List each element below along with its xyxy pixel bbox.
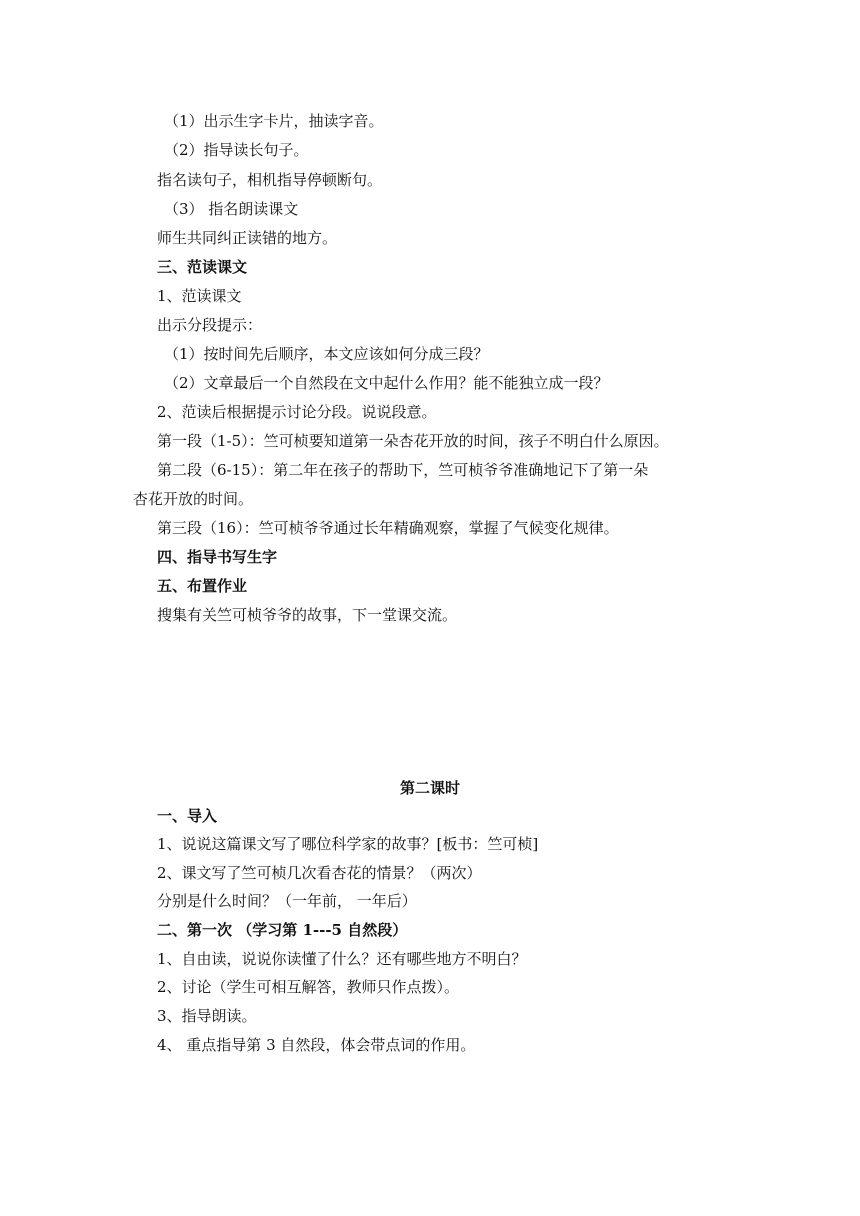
text-line: 2、范读后根据提示讨论分段。说说段意。: [157, 403, 437, 421]
text-line: 3、指导朗读。: [157, 1007, 257, 1025]
text-line: 师生共同纠正读错的地方。: [157, 229, 338, 247]
section-heading: 五、布置作业: [157, 577, 248, 595]
text-line: （3） 指名朗读课文: [164, 200, 299, 218]
text-line: （1）按时间先后顺序，本文应该如何分成三段？: [164, 345, 489, 363]
text-line: 1、自由读，说说你读懂了什么？还有哪些地方不明白？: [157, 950, 527, 968]
text-line: 第二段（6-15）：第二年在孩子的帮助下，竺可桢爷爷准确地记下了第一朵: [157, 461, 649, 479]
text-line: 指名读句子，相机指导停顿断句。: [157, 171, 383, 189]
section-heading: 四、指导书写生字: [157, 548, 278, 566]
text-line: 搜集有关竺可桢爷爷的故事，下一堂课交流。: [157, 606, 458, 624]
text-line: 4、 重点指导第 3 自然段，体会带点词的作用。: [157, 1036, 476, 1054]
text-line: 分别是什么时间？（一年前， 一年后）: [157, 892, 417, 910]
text-line: （1）出示生字卡片，抽读字音。: [164, 112, 384, 130]
section-heading: 二、第一次 （学习第 1---5 自然段）: [157, 921, 408, 939]
text-line: （2）指导读长句子。: [164, 141, 309, 159]
text-line: 2、课文写了竺可桢几次看杏花的情景？（两次）: [157, 864, 482, 882]
lesson-title: 第二课时: [399, 779, 460, 797]
text-line: 出示分段提示：: [157, 316, 263, 334]
text-line: 第三段（16）：竺可桢爷爷通过长年精确观察，掌握了气候变化规律。: [157, 519, 619, 537]
text-line: 1、说说这篇课文写了哪位科学家的故事？[板书：竺可桢]: [157, 835, 539, 853]
section-heading: 三、范读课文: [157, 258, 248, 276]
text-line: 1、范读课文: [157, 287, 242, 305]
text-line: 2、讨论（学生可相互解答，教师只作点拨）。: [157, 978, 460, 996]
text-line: 第一段（1-5）：竺可桢要知道第一朵杏花开放的时间，孩子不明白什么原因。: [157, 432, 669, 450]
section-heading: 一、导入: [157, 807, 218, 825]
text-line: 杏花开放的时间。: [133, 490, 254, 508]
text-line: （2）文章最后一个自然段在文中起什么作用？能不能独立成一段？: [164, 374, 609, 392]
